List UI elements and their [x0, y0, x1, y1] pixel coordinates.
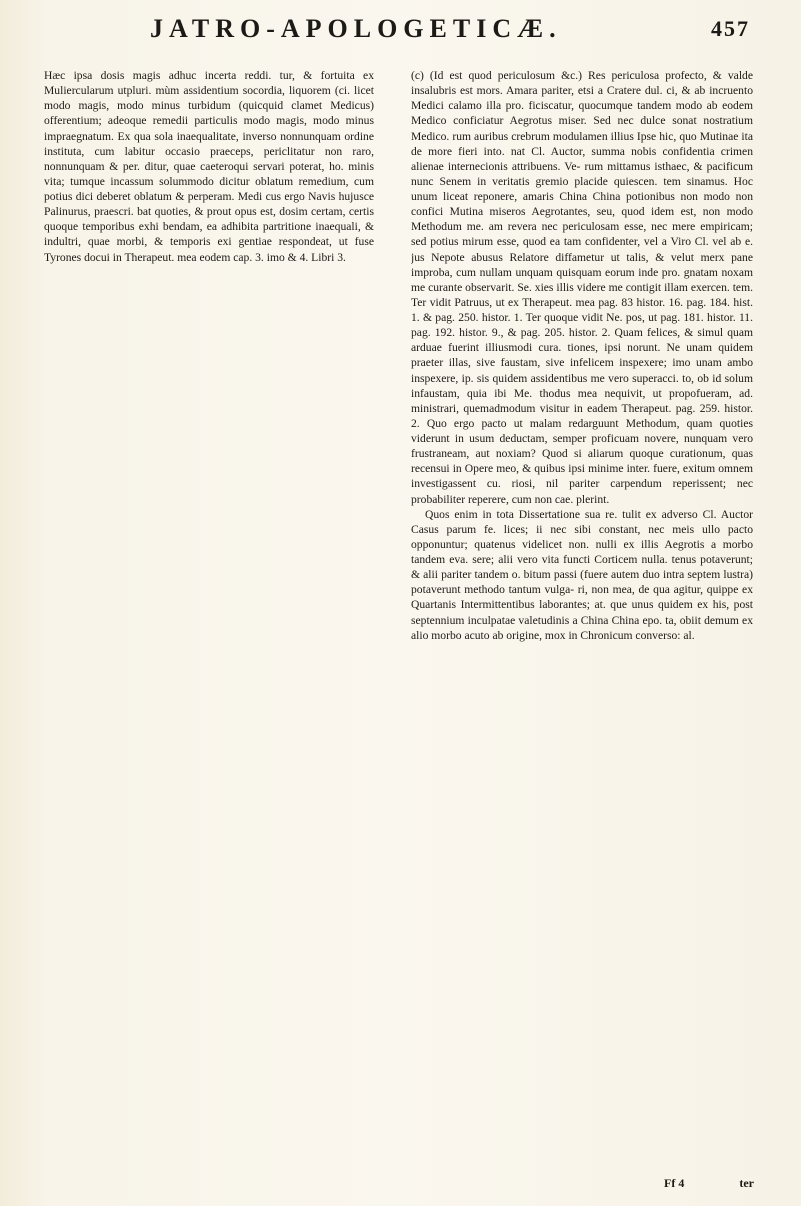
- catchword: ter: [739, 1176, 754, 1190]
- right-paragraph-1: (c) (Id est quod periculosum &c.) Res periculosa profecto, & valde insalubris est mors. Amara pariter, etsi a Cratere dul. ci, & ab incruento Medici calamo illa pro. ficiscatur, quocumque tandem modo ab eodem Medico conficiatur Aegrotus miser. Sed nec dulce sonat nostratium Medico. rum auribus crebrum modulamen illius Ipse hic, quo Mutinae ita de more fieri into. nat Cl. Auctor, summa nobis confidentia crimen alienae internecionis attribuens. Ve- rum mittamus isthaec, & pacificum nunc Senem in veritatis gremio placide quiescen. tem sinamus. Hoc unum liceat reponere, amaris China China potionibus non modo non confici Mutina miseros Aegrotantes, seu, quod idem est, non modo Methodum me. am revera nec periculosam esse, nec mere empiricam; sed potius mirum esse, quod ea tam confidenter, vel a Viro Cl. vel ab e. jus Nepote abusus Relatore diffametur ut talis, & velut merx pane improba, cum nullam unquam quisquam eorum inde pro. gnatam noxam me curante observarit. Se. xies illis videre me contigit illam exercen. tem. Ter vidit Patruus, ut ex Therapeut. mea pag. 83 histor. 16. pag. 184. hist. 1. & pag. 250. histor. 1. Ter quoque vidit Ne. pos, ut pag. 181. histor. 11. pag. 192. histor. 9., & pag. 205. histor. 2. Quam felices, & simul quam arduae fuerint illiusmodi cura. tiones, ipsi norunt. Ne unam quidem praeter illas, sive faustam, sive infelicem inspexere; imo unam ambo inspexere, ip. sis quidem assidentibus me vero superacci. to, ob id solum infaustam, quia ibi Me. thodus mea nequivit, ut propofueram, ad. ministrari, quemadmodum visitur in eadem Therapeut. pag. 259. histor. 2. Quo ergo pacto ut malam redarguunt Methodum, quam quoties viderunt in usum deductam, semper proficuam novere, nunquam vero frustraneam, aut noxiam? Quod si aliarum quoque curationum, quas recensui in Opere meo, & quibus ipsi minime inter. fuere, exitum omnem investigassent cu. riosi, nil pariter carpendum reperissent; nec probabiliter reperere, cum non cae. plerint.: [411, 69, 753, 506]
- signature-mark: Ff 4: [664, 1176, 685, 1190]
- left-column: [44, 68, 374, 1180]
- running-title: JATRO-APOLOGETICÆ.: [150, 14, 562, 43]
- left-paragraph-1: Hæc ipsa dosis magis adhuc incerta reddi. tur, & fortuita ex Muliercularum utpluri. mùm assidentium socordia, liquorem (ci. licet modo magis, modo minus turbidum (quicquid clamet Medicus) offerentium; adeoque remedii particulis modo magis, modo minus impraegnatum. Ex qua sola inaequalitate, inverso nonnunquam ordine instituta, cum labitur occasio praeceps, periclitatur non raro, nonnunquam & per. ditur, quae caeteroqui servari poterat, ho. minis vita; tumque incassum solummodo dicitur oblatum remedium, cum potius dici deberet oblatum & perperam. Medi cus ergo Navis hujusce Palinurus, praescri. bat quoties, & prout opus est, dosim certam, certis quoque temporibus exhi bendam, ea adhibita partritione inaequali, & indultri, quae morbi, & temporis exi gentiae respondeat, ut fuse Tyrones docui in Therapeut. mea eodem cap. 3. imo & 4. Libri 3.: [44, 69, 374, 264]
- page-footer: [624, 1176, 754, 1191]
- page-number: 457: [711, 16, 750, 41]
- running-header: [150, 14, 750, 54]
- right-column: [411, 68, 753, 1180]
- right-paragraph-2: Quos enim in tota Dissertatione sua re. tulit ex adverso Cl. Auctor Casus parum fe. lices; ii nec sibi constant, nec meis ullo pacto opponuntur; quatenus videlicet non. nulli ex illis Aegrotis a morbo tandem eva. sere; alii vero vita functi Corticem nulla. tenus potaverunt; & alii pariter tandem o. bitum passi (fuere autem duo intra septem lustra) potaverunt methodo tantum vulga- ri, non mea, de qua agitur, quippe ex Quartanis Intermittentibus laborantes; at. que unus quidem ex his, post septennium inculpatae valetudinis a China China epo. ta, obiit demum ex alio morbo acuto ab origine, mox in Chronicum converso: al.: [411, 507, 753, 642]
